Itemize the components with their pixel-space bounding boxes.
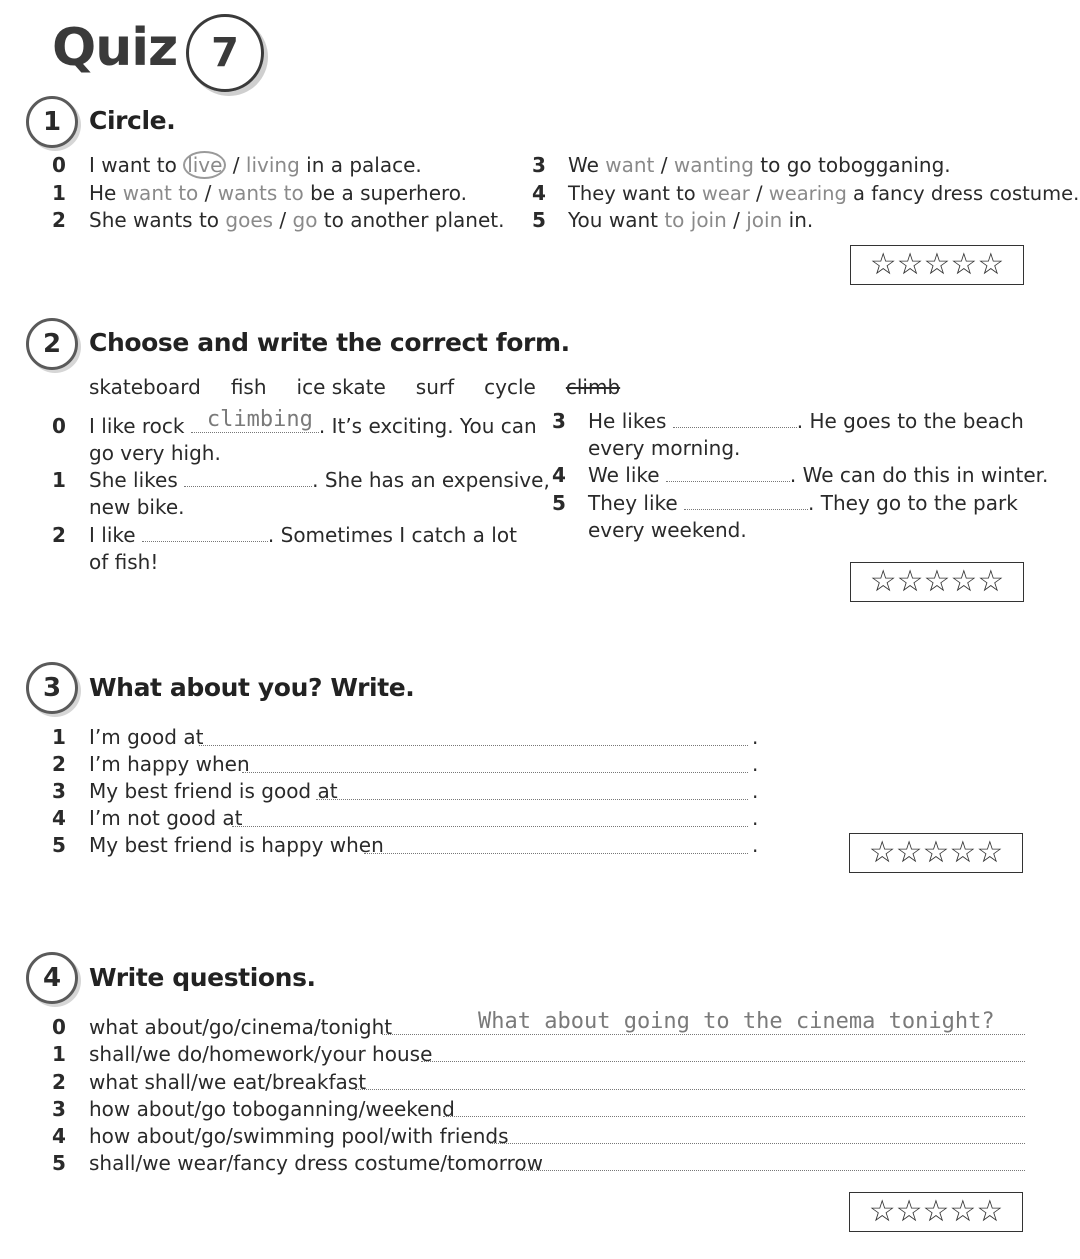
- section-1-number: 1: [26, 96, 78, 148]
- s4-item-1: 1 shall/we do/homework/your house: [52, 1042, 433, 1066]
- period: .: [752, 779, 759, 803]
- option-b[interactable]: join: [746, 208, 783, 232]
- item-number: 5: [52, 833, 66, 857]
- option-b[interactable]: wants to: [217, 181, 304, 205]
- section-2-number: 2: [26, 318, 78, 370]
- answer-blank[interactable]: [684, 491, 808, 510]
- s4-item-5: 5 shall/we wear/fancy dress costume/tomorrow: [52, 1151, 543, 1175]
- item-number: 2: [52, 208, 66, 232]
- answer-blank[interactable]: [232, 808, 748, 827]
- quiz-number-badge: 7: [186, 14, 264, 92]
- answer-blank[interactable]: [184, 468, 312, 487]
- s4-item-2: 2 what shall/we eat/breakfast: [52, 1070, 367, 1094]
- option-a[interactable]: wear: [701, 182, 750, 205]
- item-number: 4: [552, 463, 566, 487]
- s1-item-0: 0 I want to live / living in a palace.: [52, 153, 422, 177]
- item-number: 1: [52, 725, 66, 749]
- s2-item-1-line2: new bike.: [89, 495, 185, 519]
- word-bank-item-used: climb: [565, 375, 621, 399]
- quiz-title: Quiz: [52, 18, 178, 78]
- s2-item-2-line2: of fish!: [89, 550, 159, 574]
- option-b[interactable]: wearing: [768, 182, 847, 205]
- option-b[interactable]: wanting: [673, 153, 754, 177]
- s3-item-4: 4 I’m not good at: [52, 806, 243, 830]
- s1-item-2: 2 She wants to goes / go to another planet.: [52, 208, 505, 232]
- item-number: 5: [52, 1151, 66, 1175]
- s2-item-2: 2 I like . Sometimes I catch a lot: [52, 523, 517, 547]
- s1-item-5: 5 You want to join / join in.: [532, 208, 814, 232]
- s4-item-0: 0 what about/go/cinema/tonight: [52, 1015, 393, 1039]
- item-number: 4: [52, 1124, 66, 1148]
- answer-blank[interactable]: [520, 1152, 1025, 1171]
- answer-blank[interactable]: [421, 1043, 1025, 1062]
- section-2-title: Choose and write the correct form.: [89, 328, 570, 357]
- handwritten-answer: climbing: [206, 407, 313, 432]
- option-a[interactable]: want: [605, 153, 655, 177]
- s1-item-3: 3 We want / wanting to go tobogganing.: [532, 153, 951, 177]
- section-3-number: 3: [26, 662, 78, 714]
- option-a[interactable]: goes: [225, 208, 274, 232]
- period: .: [752, 833, 759, 857]
- item-number: 1: [52, 181, 66, 205]
- option-b[interactable]: go: [292, 208, 318, 232]
- star-rating-box[interactable]: ☆☆☆☆☆: [850, 245, 1024, 285]
- answer-blank[interactable]: [191, 407, 319, 433]
- s2-item-4: 4 We like . We can do this in winter.: [552, 463, 1049, 487]
- answer-blank[interactable]: [666, 463, 790, 482]
- circled-answer: live: [183, 151, 226, 179]
- s2-item-0: 0 I like rock climbing . It’s exciting. You can: [52, 407, 537, 438]
- item-number: 3: [552, 409, 566, 433]
- word-bank: [89, 374, 650, 401]
- s4-item-4: 4 how about/go/swimming pool/with friends: [52, 1124, 509, 1148]
- star-rating-box[interactable]: ☆☆☆☆☆: [849, 833, 1023, 873]
- item-number: 5: [552, 491, 566, 515]
- option-a[interactable]: to join: [664, 208, 727, 232]
- s2-item-0-line2: go very high.: [89, 441, 221, 465]
- section-4-title: Write questions.: [89, 963, 316, 992]
- word-bank-item: cycle: [484, 375, 536, 399]
- item-number: 2: [52, 1070, 66, 1094]
- word-bank-item: skateboard: [89, 375, 201, 399]
- period: .: [752, 752, 759, 776]
- item-number: 3: [532, 153, 546, 177]
- s3-item-3: 3 My best friend is good at: [52, 779, 338, 803]
- s4-item-3: 3 how about/go toboganning/weekend: [52, 1097, 455, 1121]
- section-1-title: Circle.: [89, 106, 176, 135]
- answer-blank[interactable]: [199, 727, 748, 746]
- item-number: 2: [52, 752, 66, 776]
- answer-blank[interactable]: [316, 781, 748, 800]
- period: .: [752, 806, 759, 830]
- item-number: 4: [532, 181, 546, 205]
- s2-item-1: 1 She likes . She has an expensive,: [52, 468, 550, 492]
- item-number: 1: [52, 1042, 66, 1066]
- s1-item-4: 4 They want to wear / wearing a fancy dress costume.: [532, 181, 1080, 205]
- item-number: 4: [52, 806, 66, 830]
- word-bank-item: ice skate: [296, 375, 386, 399]
- s3-item-1: 1 I’m good at: [52, 725, 204, 749]
- section-4-number: 4: [26, 952, 78, 1004]
- item-number: 1: [52, 468, 66, 492]
- item-number: 0: [52, 1015, 66, 1039]
- s3-item-2: 2 I’m happy when: [52, 752, 250, 776]
- answer-blank[interactable]: [355, 1071, 1025, 1090]
- s2-item-3: 3 He likes . He goes to the beach: [552, 409, 1024, 433]
- answer-blank[interactable]: [490, 1125, 1025, 1144]
- word-bank-item: surf: [415, 375, 455, 399]
- period: .: [752, 725, 759, 749]
- option-a[interactable]: want to: [122, 181, 199, 205]
- item-number: 3: [52, 1097, 66, 1121]
- star-rating-box[interactable]: ☆☆☆☆☆: [850, 562, 1024, 602]
- star-rating-box[interactable]: ☆☆☆☆☆: [849, 1192, 1023, 1232]
- s3-item-5: 5 My best friend is happy when: [52, 833, 384, 857]
- answer-blank[interactable]: [142, 523, 268, 542]
- item-number: 3: [52, 779, 66, 803]
- word-bank-item: fish: [230, 375, 267, 399]
- answer-blank[interactable]: [364, 835, 748, 854]
- s2-item-5-line2: every weekend.: [588, 518, 747, 542]
- item-number: 5: [532, 208, 546, 232]
- answer-blank[interactable]: [673, 409, 797, 428]
- s2-item-3-line2: every morning.: [588, 436, 741, 460]
- item-number: 0: [52, 414, 66, 438]
- s2-item-5: 5 They like . They go to the park: [552, 491, 1018, 515]
- section-3-title: What about you? Write.: [89, 673, 415, 702]
- answer-blank[interactable]: [242, 754, 748, 773]
- item-number: 2: [52, 523, 66, 547]
- answer-blank[interactable]: [443, 1098, 1025, 1117]
- s1-item-1: 1 He want to / wants to be a superhero.: [52, 181, 468, 205]
- handwritten-answer: What about going to the cinema tonight?: [478, 1009, 995, 1034]
- item-number: 0: [52, 153, 66, 177]
